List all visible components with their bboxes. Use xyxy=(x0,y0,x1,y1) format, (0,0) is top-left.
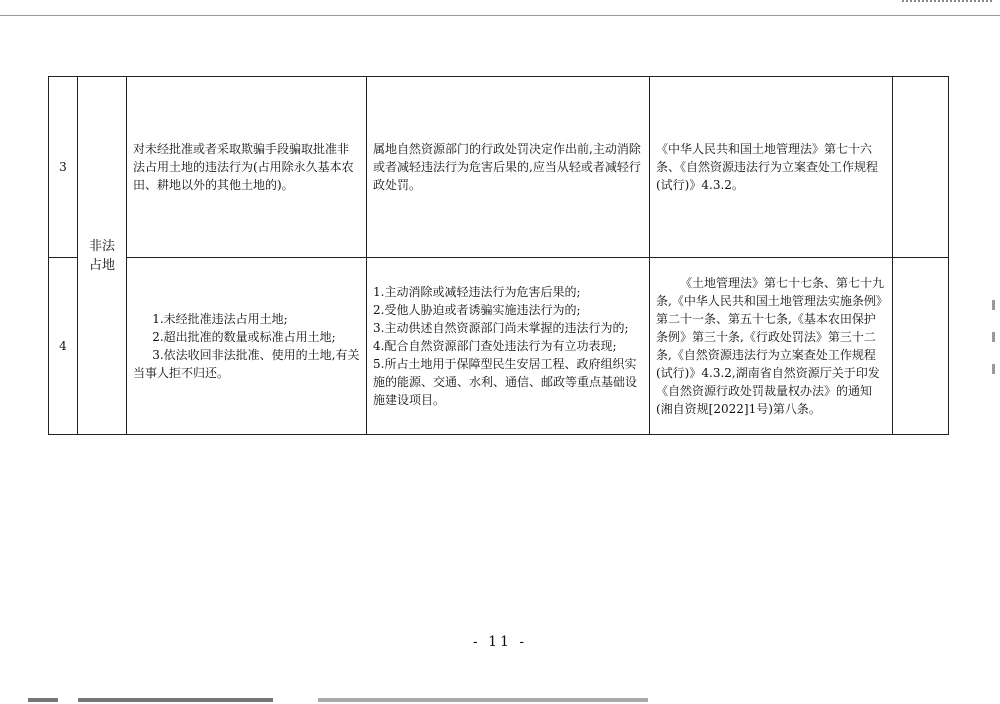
legal-basis-cell: 《土地管理法》第七十七条、第七十九条,《中华人民共和国土地管理法实施条例》第二十一条、第五十七条,《基本农田保护条例》第三十条,《行政处罚法》第三十二条,《自然资源违法行为立案查处工作规程(试行)》4.3.2,湖南省自然资源厅关于印发《自然资源行政处罚裁量权办法》的通知(湘自资规[2022]1号)第八条。 xyxy=(650,258,893,435)
circumstances-cell xyxy=(367,258,650,435)
page-number: - 11 - xyxy=(472,634,528,650)
list-item: 1.未经批准违法占用土地; xyxy=(152,312,288,326)
table-row xyxy=(49,77,949,258)
legal-basis-cell: 《中华人民共和国土地管理法》第七十六条、《自然资源违法行为立案查处工作规程(试行)》4.3.2。 xyxy=(650,77,893,258)
violation-cell xyxy=(127,258,367,435)
list-item: 5.所占土地用于保障型民生安居工程、政府组织实施的能源、交通、水利、通信、邮政等重点基础设施建设项目。 xyxy=(373,357,638,407)
remark-cell xyxy=(893,258,949,435)
circumstances-cell: 属地自然资源部门的行政处罚决定作出前,主动消除或者减轻违法行为危害后果的,应当从轻或者减轻行政处罚。 xyxy=(367,77,650,258)
remark-cell xyxy=(893,77,949,258)
header-rule xyxy=(0,15,1000,16)
regulation-table xyxy=(48,76,949,435)
row-number: 3 xyxy=(49,77,78,258)
table-row xyxy=(49,258,949,435)
list-item: 3.主动供述自然资源部门尚未掌握的违法行为的; xyxy=(373,321,629,335)
list-item: 1.主动消除或减轻违法行为危害后果的; xyxy=(373,285,581,299)
scan-artifact xyxy=(992,300,998,420)
list-item: 2.超出批准的数量或标准占用土地; xyxy=(152,330,336,344)
list-item: 2.受他人胁迫或者诱骗实施违法行为的; xyxy=(373,303,581,317)
list-item: 3.依法收回非法批准、使用的土地,有关当事人拒不归还。 xyxy=(133,348,360,380)
category-line: 占地 xyxy=(88,257,115,273)
category-line: 非法 xyxy=(88,238,115,254)
scan-artifact xyxy=(902,0,992,7)
category-cell xyxy=(78,77,127,435)
list-item: 4.配合自然资源部门查处违法行为有立功表现; xyxy=(373,339,617,353)
row-number: 4 xyxy=(49,258,78,435)
violation-cell: 对未经批准或者采取欺骗手段骗取批准非法占用土地的违法行为(占用除永久基本农田、耕地以外的其他土地的)。 xyxy=(127,77,367,258)
scan-artifact xyxy=(0,698,1000,703)
